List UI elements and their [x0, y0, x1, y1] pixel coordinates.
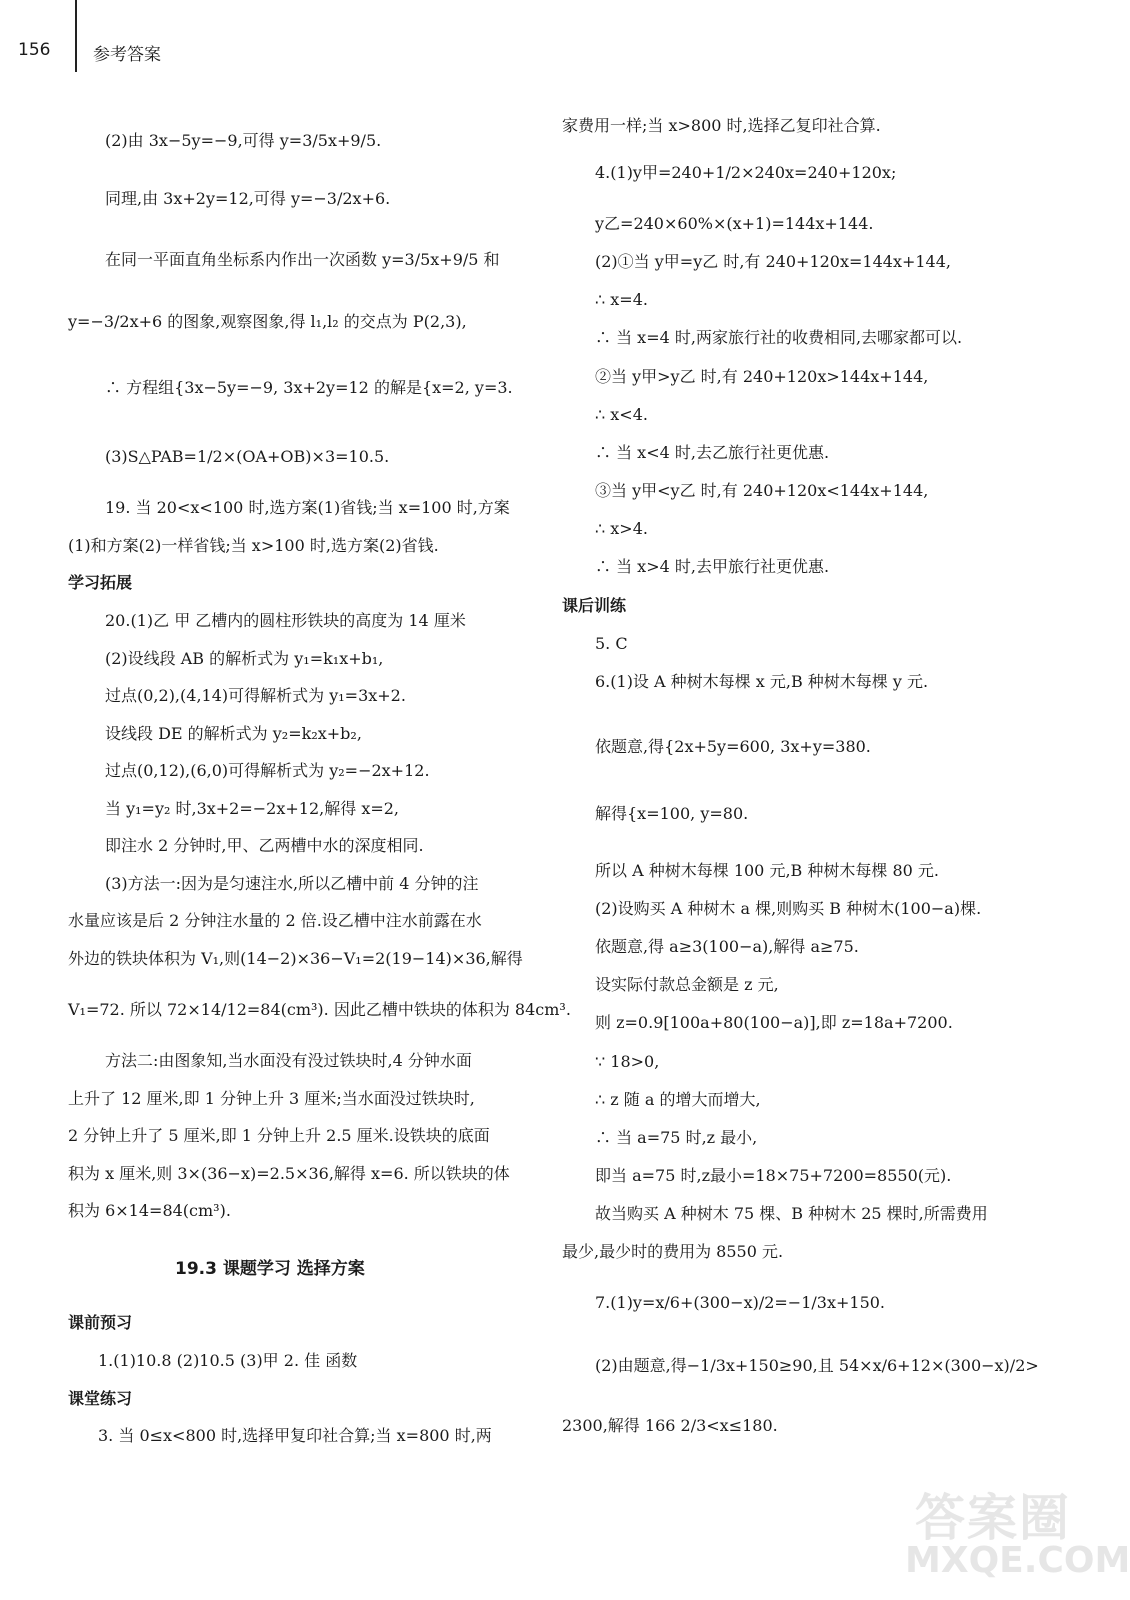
answer-line: y乙=240×60%×(x+1)=144x+144. [595, 214, 874, 233]
answer-line: 2 分钟上升了 5 厘米,即 1 分钟上升 2.5 厘米.设铁块的底面 [68, 1126, 490, 1145]
answer-line: ∴ x<4. [595, 405, 648, 424]
answer-line: (3)方法一:因为是匀速注水,所以乙槽中前 4 分钟的注 [105, 874, 479, 893]
answer-line: ∴ x=4. [595, 290, 648, 309]
answer-line: ②当 y甲>y乙 时,有 240+120x>144x+144, [595, 367, 929, 386]
answer-line: 1.(1)10.8 (2)10.5 (3)甲 2. 佳 函数 [98, 1351, 358, 1370]
answer-line: (2)由 3x−5y=−9,可得 y=3/5x+9/5. [105, 131, 382, 150]
page-number: 156 [18, 40, 51, 60]
answer-line: y=−3/2x+6 的图象,观察图象,得 l₁,l₂ 的交点为 P(2,3), [68, 312, 467, 331]
answer-line: 积为 6×14=84(cm³). [68, 1201, 231, 1220]
section-heading: 19.3 课题学习 选择方案 [175, 1259, 365, 1279]
answer-line: (3)S△PAB=1/2×(OA+OB)×3=10.5. [105, 447, 390, 466]
answer-line: 积为 x 厘米,则 3×(36−x)=2.5×36,解得 x=6. 所以铁块的体 [68, 1164, 510, 1183]
watermark-url: MXQE.COM [905, 1540, 1130, 1581]
answer-line: 所以 A 种树木每棵 100 元,B 种树木每棵 80 元. [595, 861, 939, 880]
answer-line: 19. 当 20<x<100 时,选方案(1)省钱;当 x=100 时,方案 [105, 498, 510, 517]
answer-line: (2)①当 y甲=y乙 时,有 240+120x=144x+144, [595, 252, 952, 271]
answer-line: (2)设线段 AB 的解析式为 y₁=k₁x+b₁, [105, 649, 384, 668]
answer-line: V₁=72. 所以 72×14/12=84(cm³). 因此乙槽中铁块的体积为 84cm³. [68, 1000, 571, 1019]
answer-line: 当 y₁=y₂ 时,3x+2=−2x+12,解得 x=2, [105, 799, 400, 818]
answer-line: 设线段 DE 的解析式为 y₂=k₂x+b₂, [105, 724, 362, 743]
answer-line: ∴ 当 a=75 时,z 最小, [595, 1128, 758, 1147]
answer-line: 过点(0,12),(6,0)可得解析式为 y₂=−2x+12. [105, 761, 430, 780]
page-header-title: 参考答案 [93, 45, 161, 65]
answer-line: ∴ 当 x<4 时,去乙旅行社更优惠. [595, 443, 830, 462]
answer-line: 解得{x=100, y=80. [595, 804, 749, 823]
section-heading: 课后训练 [562, 596, 627, 615]
answer-line: ∴ 当 x>4 时,去甲旅行社更优惠. [595, 557, 830, 576]
answer-line: 3. 当 0≤x<800 时,选择甲复印社合算;当 x=800 时,两 [98, 1426, 492, 1445]
watermark-logo [905, 1478, 1130, 1588]
answer-line: 方法二:由图象知,当水面没有没过铁块时,4 分钟水面 [105, 1051, 472, 1070]
answer-line: 6.(1)设 A 种树木每棵 x 元,B 种树木每棵 y 元. [595, 672, 929, 691]
answer-line: 上升了 12 厘米,即 1 分钟上升 3 厘米;当水面没过铁块时, [68, 1089, 475, 1108]
answer-line: ∴ z 随 a 的增大而增大, [595, 1090, 761, 1109]
answer-line: ∴ 当 x=4 时,两家旅行社的收费相同,去哪家都可以. [595, 328, 963, 347]
answer-line: 即当 a=75 时,z最小=18×75+7200=8550(元). [595, 1166, 952, 1185]
answer-line: 2300,解得 166 2/3<x≤180. [562, 1416, 778, 1435]
answer-line: 水量应该是后 2 分钟注水量的 2 倍.设乙槽中注水前露在水 [68, 911, 482, 930]
answer-line: (2)设购买 A 种树木 a 棵,则购买 B 种树木(100−a)棵. [595, 899, 982, 918]
header-rule [75, 0, 77, 72]
answer-line: 外边的铁块体积为 V₁,则(14−2)×36−V₁=2(19−14)×36,解得 [68, 949, 523, 968]
answer-line: ∴ x>4. [595, 519, 648, 538]
answer-line: ③当 y甲<y乙 时,有 240+120x<144x+144, [595, 481, 929, 500]
answer-line: 同理,由 3x+2y=12,可得 y=−3/2x+6. [105, 189, 391, 208]
answer-line: 在同一平面直角坐标系内作出一次函数 y=3/5x+9/5 和 [105, 250, 500, 269]
answer-line: 家费用一样;当 x>800 时,选择乙复印社合算. [562, 116, 881, 135]
answer-line: 4.(1)y甲=240+1/2×240x=240+120x; [595, 163, 897, 182]
answer-line: (1)和方案(2)一样省钱;当 x>100 时,选方案(2)省钱. [68, 536, 439, 555]
answer-line: 过点(0,2),(4,14)可得解析式为 y₁=3x+2. [105, 686, 406, 705]
section-heading: 学习拓展 [68, 573, 133, 592]
answer-line: 最少,最少时的费用为 8550 元. [562, 1242, 784, 1261]
answer-line: 则 z=0.9[100a+80(100−a)],即 z=18a+7200. [595, 1013, 953, 1032]
answer-line: (2)由题意,得−1/3x+150≥90,且 54×x/6+12×(300−x)/2> [595, 1356, 1039, 1375]
answer-line: 依题意,得 a≥3(100−a),解得 a≥75. [595, 937, 859, 956]
section-heading: 课前预习 [68, 1313, 133, 1332]
answer-line: ∴ 方程组{3x−5y=−9, 3x+2y=12 的解是{x=2, y=3. [105, 378, 513, 397]
answer-line: 故当购买 A 种树木 75 棵、B 种树木 25 棵时,所需费用 [595, 1204, 988, 1223]
answer-line: 依题意,得{2x+5y=600, 3x+y=380. [595, 737, 871, 756]
answer-line: ∵ 18>0, [595, 1052, 660, 1071]
section-heading: 课堂练习 [68, 1389, 133, 1408]
answer-line: 7.(1)y=x/6+(300−x)/2=−1/3x+150. [595, 1293, 886, 1312]
answer-line: 20.(1)乙 甲 乙槽内的圆柱形铁块的高度为 14 厘米 [105, 611, 466, 630]
answer-line: 设实际付款总金额是 z 元, [595, 975, 779, 994]
answer-line: 即注水 2 分钟时,甲、乙两槽中水的深度相同. [105, 836, 424, 855]
watermark-text: 答案圈 [915, 1489, 1071, 1547]
answer-line: 5. C [595, 634, 628, 653]
